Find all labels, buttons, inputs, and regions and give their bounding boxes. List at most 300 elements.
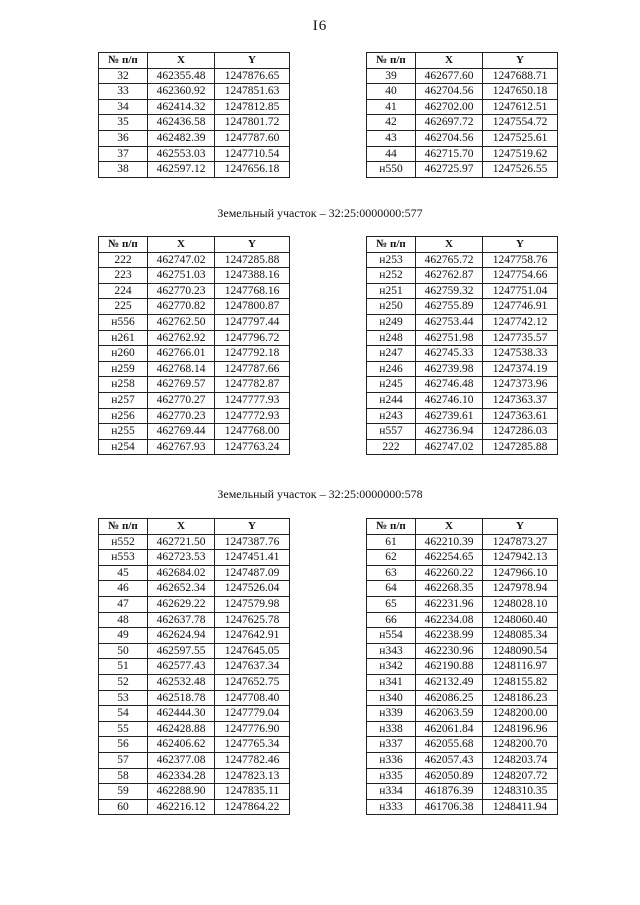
table-row: [99, 581, 290, 597]
point-number-cell: н553: [99, 550, 148, 566]
column-header-y: Y: [483, 519, 558, 535]
column-header-y: Y: [483, 53, 558, 69]
y-coordinate-cell: 1248028.10: [483, 596, 558, 612]
x-coordinate-cell: 462762.87: [416, 268, 483, 284]
y-coordinate-cell: 1247451.41: [215, 550, 290, 566]
x-coordinate-cell: 462770.23: [148, 283, 215, 299]
table-row: [367, 550, 558, 566]
x-coordinate-cell: 462234.08: [416, 612, 483, 628]
table-row: [367, 408, 558, 424]
table-row: [367, 346, 558, 362]
x-coordinate-cell: 462597.55: [148, 643, 215, 659]
x-coordinate-cell: 462697.72: [416, 115, 483, 131]
point-number-cell: н260: [99, 346, 148, 362]
y-coordinate-cell: 1247285.88: [483, 439, 558, 455]
x-coordinate-cell: 462723.53: [148, 550, 215, 566]
x-coordinate-cell: 462624.94: [148, 628, 215, 644]
point-number-cell: н340: [367, 690, 416, 706]
point-number-cell: н243: [367, 408, 416, 424]
y-coordinate-cell: 1247363.61: [483, 408, 558, 424]
x-coordinate-cell: 462061.84: [416, 721, 483, 737]
y-coordinate-cell: 1247645.05: [215, 643, 290, 659]
table-row: [99, 534, 290, 550]
y-coordinate-cell: 1248207.72: [483, 768, 558, 784]
table-row: [367, 314, 558, 330]
x-coordinate-cell: 462704.56: [416, 84, 483, 100]
x-coordinate-cell: 461876.39: [416, 784, 483, 800]
point-number-cell: н256: [99, 408, 148, 424]
table-row: [367, 596, 558, 612]
table-row: [367, 283, 558, 299]
table-header-row: [99, 237, 290, 253]
point-number-cell: 49: [99, 628, 148, 644]
coords-table-s1-left: [98, 236, 290, 455]
table-row: [99, 130, 290, 146]
column-header-num: № п/п: [367, 237, 416, 253]
point-number-cell: н339: [367, 706, 416, 722]
point-number-cell: н246: [367, 361, 416, 377]
table-row: [367, 84, 558, 100]
point-number-cell: н249: [367, 314, 416, 330]
x-coordinate-cell: 462770.23: [148, 408, 215, 424]
y-coordinate-cell: 1247787.66: [215, 361, 290, 377]
x-coordinate-cell: 462766.01: [148, 346, 215, 362]
point-number-cell: 56: [99, 737, 148, 753]
y-coordinate-cell: 1248200.70: [483, 737, 558, 753]
y-coordinate-cell: 1247768.00: [215, 424, 290, 440]
column-header-y: Y: [483, 237, 558, 253]
y-coordinate-cell: 1247526.55: [483, 162, 558, 178]
x-coordinate-cell: 462702.00: [416, 99, 483, 115]
x-coordinate-cell: 462652.34: [148, 581, 215, 597]
table-row: [367, 534, 558, 550]
y-coordinate-cell: 1247754.66: [483, 268, 558, 284]
table-row: [367, 674, 558, 690]
table-row: [99, 314, 290, 330]
point-number-cell: н255: [99, 424, 148, 440]
point-number-cell: н334: [367, 784, 416, 800]
y-coordinate-cell: 1247796.72: [215, 330, 290, 346]
table-row: [99, 361, 290, 377]
point-number-cell: 61: [367, 534, 416, 550]
y-coordinate-cell: 1247487.09: [215, 565, 290, 581]
point-number-cell: 32: [99, 68, 148, 84]
y-coordinate-cell: 1247758.76: [483, 252, 558, 268]
point-number-cell: н338: [367, 721, 416, 737]
table-row: [99, 115, 290, 131]
x-coordinate-cell: 462745.33: [416, 346, 483, 362]
table-row: [99, 799, 290, 815]
table-row: [367, 768, 558, 784]
point-number-cell: 225: [99, 299, 148, 315]
table-row: [99, 68, 290, 84]
y-coordinate-cell: 1247777.93: [215, 392, 290, 408]
point-number-cell: 38: [99, 162, 148, 178]
y-coordinate-cell: 1247851.63: [215, 84, 290, 100]
table-row: [367, 268, 558, 284]
point-number-cell: 46: [99, 581, 148, 597]
x-coordinate-cell: 462765.72: [416, 252, 483, 268]
table-row: [99, 628, 290, 644]
table-row: [99, 674, 290, 690]
column-header-y: Y: [215, 237, 290, 253]
x-coordinate-cell: 462436.58: [148, 115, 215, 131]
table-row: [367, 721, 558, 737]
point-number-cell: н254: [99, 439, 148, 455]
table-row: [367, 439, 558, 455]
y-coordinate-cell: 1247285.88: [215, 252, 290, 268]
point-number-cell: 53: [99, 690, 148, 706]
x-coordinate-cell: 462770.82: [148, 299, 215, 315]
y-coordinate-cell: 1247688.71: [483, 68, 558, 84]
y-coordinate-cell: 1247388.16: [215, 268, 290, 284]
point-number-cell: 223: [99, 268, 148, 284]
y-coordinate-cell: 1247782.46: [215, 752, 290, 768]
table-row: [367, 706, 558, 722]
x-coordinate-cell: 462753.44: [416, 314, 483, 330]
table-row: [99, 596, 290, 612]
point-number-cell: 51: [99, 659, 148, 675]
point-number-cell: 62: [367, 550, 416, 566]
table-row: [367, 392, 558, 408]
point-number-cell: н251: [367, 283, 416, 299]
point-number-cell: 48: [99, 612, 148, 628]
table-row: [99, 439, 290, 455]
x-coordinate-cell: 462769.57: [148, 377, 215, 393]
point-number-cell: 63: [367, 565, 416, 581]
point-number-cell: 64: [367, 581, 416, 597]
table-row: [99, 565, 290, 581]
point-number-cell: н336: [367, 752, 416, 768]
x-coordinate-cell: 462769.44: [148, 424, 215, 440]
table-row: [367, 690, 558, 706]
table-row: [99, 752, 290, 768]
coords-table-s2-right: [366, 518, 558, 815]
y-coordinate-cell: 1247625.78: [215, 612, 290, 628]
point-number-cell: н259: [99, 361, 148, 377]
y-coordinate-cell: 1247387.76: [215, 534, 290, 550]
x-coordinate-cell: 462721.50: [148, 534, 215, 550]
x-coordinate-cell: 462751.03: [148, 268, 215, 284]
point-number-cell: н247: [367, 346, 416, 362]
x-coordinate-cell: 462762.50: [148, 314, 215, 330]
x-coordinate-cell: 462190.88: [416, 659, 483, 675]
x-coordinate-cell: 462629.22: [148, 596, 215, 612]
y-coordinate-cell: 1247801.72: [215, 115, 290, 131]
y-coordinate-cell: 1247787.60: [215, 130, 290, 146]
y-coordinate-cell: 1247823.13: [215, 768, 290, 784]
table-row: [99, 690, 290, 706]
column-header-num: № п/п: [99, 53, 148, 69]
x-coordinate-cell: 462057.43: [416, 752, 483, 768]
y-coordinate-cell: 1247612.51: [483, 99, 558, 115]
y-coordinate-cell: 1248155.82: [483, 674, 558, 690]
y-coordinate-cell: 1247286.03: [483, 424, 558, 440]
x-coordinate-cell: 461706.38: [416, 799, 483, 815]
table-row: [99, 612, 290, 628]
x-coordinate-cell: 462414.32: [148, 99, 215, 115]
x-coordinate-cell: 462704.56: [416, 130, 483, 146]
y-coordinate-cell: 1247942.13: [483, 550, 558, 566]
point-number-cell: 222: [367, 439, 416, 455]
column-header-x: X: [416, 519, 483, 535]
table-row: [99, 299, 290, 315]
y-coordinate-cell: 1247768.16: [215, 283, 290, 299]
point-number-cell: н258: [99, 377, 148, 393]
x-coordinate-cell: 462231.96: [416, 596, 483, 612]
y-coordinate-cell: 1247579.98: [215, 596, 290, 612]
x-coordinate-cell: 462739.98: [416, 361, 483, 377]
point-number-cell: н244: [367, 392, 416, 408]
point-number-cell: 58: [99, 768, 148, 784]
x-coordinate-cell: 462747.02: [148, 252, 215, 268]
table-row: [367, 659, 558, 675]
y-coordinate-cell: 1247779.04: [215, 706, 290, 722]
y-coordinate-cell: 1247835.11: [215, 784, 290, 800]
point-number-cell: 224: [99, 283, 148, 299]
column-header-num: № п/п: [367, 53, 416, 69]
table-row: [99, 268, 290, 284]
x-coordinate-cell: 462751.98: [416, 330, 483, 346]
table-row: [99, 162, 290, 178]
table-row: [99, 84, 290, 100]
y-coordinate-cell: 1247797.44: [215, 314, 290, 330]
table-header-row: [99, 53, 290, 69]
y-coordinate-cell: 1248200.00: [483, 706, 558, 722]
table-row: [367, 581, 558, 597]
x-coordinate-cell: 462360.92: [148, 84, 215, 100]
y-coordinate-cell: 1247800.87: [215, 299, 290, 315]
y-coordinate-cell: 1247538.33: [483, 346, 558, 362]
x-coordinate-cell: 462684.02: [148, 565, 215, 581]
y-coordinate-cell: 1248196.96: [483, 721, 558, 737]
y-coordinate-cell: 1247765.34: [215, 737, 290, 753]
x-coordinate-cell: 462577.43: [148, 659, 215, 675]
x-coordinate-cell: 462767.93: [148, 439, 215, 455]
x-coordinate-cell: 462260.22: [416, 565, 483, 581]
table-row: [99, 252, 290, 268]
point-number-cell: н342: [367, 659, 416, 675]
y-coordinate-cell: 1247642.91: [215, 628, 290, 644]
y-coordinate-cell: 1247776.90: [215, 721, 290, 737]
x-coordinate-cell: 462725.97: [416, 162, 483, 178]
table-row: [367, 68, 558, 84]
x-coordinate-cell: 462597.12: [148, 162, 215, 178]
point-number-cell: н557: [367, 424, 416, 440]
table-row: [367, 799, 558, 815]
section-title-578: Земельный участок – 32:25:0000000:578: [217, 487, 423, 501]
point-number-cell: 52: [99, 674, 148, 690]
point-number-cell: н337: [367, 737, 416, 753]
point-number-cell: 37: [99, 146, 148, 162]
table-row: [99, 659, 290, 675]
table-row: [367, 146, 558, 162]
x-coordinate-cell: 462482.39: [148, 130, 215, 146]
x-coordinate-cell: 462444.30: [148, 706, 215, 722]
point-number-cell: 42: [367, 115, 416, 131]
table-header-row: [99, 519, 290, 535]
column-header-y: Y: [215, 53, 290, 69]
y-coordinate-cell: 1248090.54: [483, 643, 558, 659]
coords-table-s0-right: [366, 52, 558, 178]
x-coordinate-cell: 462406.62: [148, 737, 215, 753]
table-row: [99, 146, 290, 162]
point-number-cell: н343: [367, 643, 416, 659]
y-coordinate-cell: 1247554.72: [483, 115, 558, 131]
x-coordinate-cell: 462736.94: [416, 424, 483, 440]
table-row: [99, 377, 290, 393]
point-number-cell: н556: [99, 314, 148, 330]
x-coordinate-cell: 462747.02: [416, 439, 483, 455]
y-coordinate-cell: 1247876.65: [215, 68, 290, 84]
y-coordinate-cell: 1247763.24: [215, 439, 290, 455]
table-header-row: [367, 237, 558, 253]
point-number-cell: 55: [99, 721, 148, 737]
y-coordinate-cell: 1247710.54: [215, 146, 290, 162]
y-coordinate-cell: 1247652.75: [215, 674, 290, 690]
x-coordinate-cell: 462254.65: [416, 550, 483, 566]
x-coordinate-cell: 462055.68: [416, 737, 483, 753]
point-number-cell: н253: [367, 252, 416, 268]
y-coordinate-cell: 1247966.10: [483, 565, 558, 581]
table-row: [367, 628, 558, 644]
table-row: [367, 99, 558, 115]
point-number-cell: 50: [99, 643, 148, 659]
x-coordinate-cell: 462759.32: [416, 283, 483, 299]
table-row: [367, 377, 558, 393]
y-coordinate-cell: 1247363.37: [483, 392, 558, 408]
x-coordinate-cell: 462334.28: [148, 768, 215, 784]
x-coordinate-cell: 462132.49: [416, 674, 483, 690]
x-coordinate-cell: 462637.78: [148, 612, 215, 628]
x-coordinate-cell: 462768.14: [148, 361, 215, 377]
point-number-cell: 34: [99, 99, 148, 115]
point-number-cell: 40: [367, 84, 416, 100]
table-row: [99, 706, 290, 722]
point-number-cell: н335: [367, 768, 416, 784]
y-coordinate-cell: 1247792.18: [215, 346, 290, 362]
point-number-cell: н554: [367, 628, 416, 644]
point-number-cell: н550: [367, 162, 416, 178]
y-coordinate-cell: 1248186.23: [483, 690, 558, 706]
x-coordinate-cell: 462238.99: [416, 628, 483, 644]
table-row: [367, 737, 558, 753]
x-coordinate-cell: 462086.25: [416, 690, 483, 706]
x-coordinate-cell: 462050.89: [416, 768, 483, 784]
table-row: [99, 768, 290, 784]
point-number-cell: 65: [367, 596, 416, 612]
x-coordinate-cell: 462677.60: [416, 68, 483, 84]
table-row: [367, 361, 558, 377]
point-number-cell: 33: [99, 84, 148, 100]
y-coordinate-cell: 1247735.57: [483, 330, 558, 346]
point-number-cell: н250: [367, 299, 416, 315]
coords-table-s2-left: [98, 518, 290, 815]
y-coordinate-cell: 1248060.40: [483, 612, 558, 628]
column-header-x: X: [148, 237, 215, 253]
table-row: [367, 612, 558, 628]
point-number-cell: 47: [99, 596, 148, 612]
table-row: [99, 392, 290, 408]
y-coordinate-cell: 1247637.34: [215, 659, 290, 675]
point-number-cell: н252: [367, 268, 416, 284]
point-number-cell: 36: [99, 130, 148, 146]
y-coordinate-cell: 1247812.85: [215, 99, 290, 115]
table-row: [367, 565, 558, 581]
section-title-577: Земельный участок – 32:25:0000000:577: [217, 206, 423, 220]
column-header-num: № п/п: [367, 519, 416, 535]
x-coordinate-cell: 462739.61: [416, 408, 483, 424]
point-number-cell: 59: [99, 784, 148, 800]
point-number-cell: н248: [367, 330, 416, 346]
x-coordinate-cell: 462377.08: [148, 752, 215, 768]
table-row: [99, 99, 290, 115]
table-row: [367, 330, 558, 346]
y-coordinate-cell: 1247373.96: [483, 377, 558, 393]
x-coordinate-cell: 462746.10: [416, 392, 483, 408]
column-header-y: Y: [215, 519, 290, 535]
x-coordinate-cell: 462755.89: [416, 299, 483, 315]
x-coordinate-cell: 462355.48: [148, 68, 215, 84]
y-coordinate-cell: 1247650.18: [483, 84, 558, 100]
y-coordinate-cell: 1247873.27: [483, 534, 558, 550]
table-row: [99, 424, 290, 440]
table-row: [99, 737, 290, 753]
table-row: [367, 115, 558, 131]
point-number-cell: н341: [367, 674, 416, 690]
y-coordinate-cell: 1247772.93: [215, 408, 290, 424]
table-row: [99, 643, 290, 659]
x-coordinate-cell: 462518.78: [148, 690, 215, 706]
table-row: [367, 752, 558, 768]
point-number-cell: н552: [99, 534, 148, 550]
point-number-cell: н261: [99, 330, 148, 346]
table-row: [367, 299, 558, 315]
table-row: [367, 643, 558, 659]
x-coordinate-cell: 462216.12: [148, 799, 215, 815]
coords-table-s1-right: [366, 236, 558, 455]
table-row: [367, 424, 558, 440]
table-row: [367, 252, 558, 268]
x-coordinate-cell: 462715.70: [416, 146, 483, 162]
point-number-cell: 222: [99, 252, 148, 268]
table-row: [367, 162, 558, 178]
y-coordinate-cell: 1247656.18: [215, 162, 290, 178]
y-coordinate-cell: 1248085.34: [483, 628, 558, 644]
table-row: [99, 408, 290, 424]
y-coordinate-cell: 1247525.61: [483, 130, 558, 146]
x-coordinate-cell: 462210.39: [416, 534, 483, 550]
y-coordinate-cell: 1248411.94: [483, 799, 558, 815]
x-coordinate-cell: 462268.35: [416, 581, 483, 597]
x-coordinate-cell: 462553.03: [148, 146, 215, 162]
point-number-cell: 66: [367, 612, 416, 628]
point-number-cell: 60: [99, 799, 148, 815]
y-coordinate-cell: 1247708.40: [215, 690, 290, 706]
column-header-x: X: [148, 519, 215, 535]
y-coordinate-cell: 1248116.97: [483, 659, 558, 675]
point-number-cell: 54: [99, 706, 148, 722]
y-coordinate-cell: 1247526.04: [215, 581, 290, 597]
point-number-cell: 41: [367, 99, 416, 115]
x-coordinate-cell: 462770.27: [148, 392, 215, 408]
column-header-num: № п/п: [99, 519, 148, 535]
x-coordinate-cell: 462230.96: [416, 643, 483, 659]
point-number-cell: 57: [99, 752, 148, 768]
table-header-row: [367, 53, 558, 69]
table-row: [99, 330, 290, 346]
y-coordinate-cell: 1248310.35: [483, 784, 558, 800]
